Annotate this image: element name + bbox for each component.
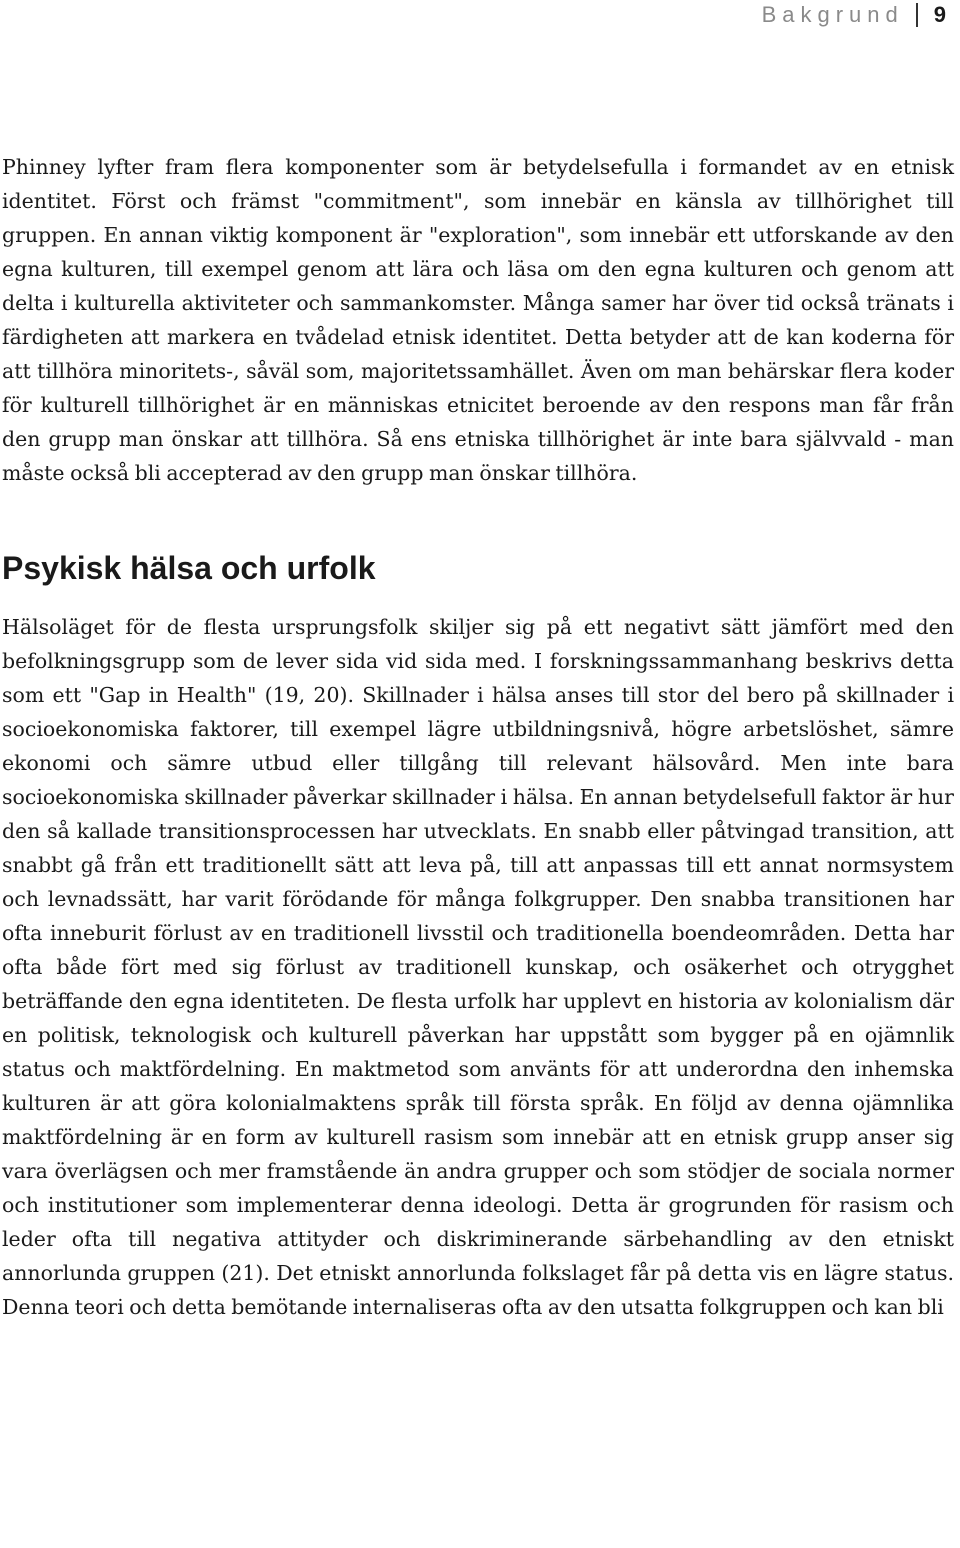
page-header (762, 0, 946, 30)
header-divider (916, 3, 918, 27)
page-number: 9 (933, 2, 946, 27)
page-content (2, 150, 954, 1324)
paragraph-identity: Phinney lyfter fram flera komponenter som är betydelsefulla i formandet av en etnisk identitet. Först och främst "commitment", som innebär en känsla av tillhörighet till gruppen. En annan viktig komponent är "exploration", som innebär ett utforskande av den egna kulturen, till exempel genom att lära och läsa om den egna kulturen och genom att delta i kulturella aktiviteter och sammankomster. Många samer har över tid också tränats i färdigheten att markera en tvådelad etnisk identitet. Detta betyder att de kan koderna för att tillhöra minoritets-, såväl som, majoritetssamhället. Även om man behärskar flera koder för kulturell tillhörighet är en människas etnicitet beroende av den respons man får från den grupp man önskar att tillhöra. Så ens etniska tillhörighet är inte bara självvald - man måste också bli accepterad av den grupp man önskar tillhöra. (2, 155, 954, 485)
header-section-label: Bakgrund (761, 2, 904, 27)
section-heading: Psykisk hälsa och urfolk (2, 550, 376, 586)
paragraph-health: Hälsoläget för de flesta ursprungsfolk skiljer sig på ett negativt sätt jämfört med den befolkningsgrupp som de lever sida vid sida med. I forskningssammanhang beskrivs detta som ett "Gap in Health" (19, 20). Skillnader i hälsa anses till stor del bero på skillnader i socioekonomiska faktorer, till exempel lägre utbildningsnivå, högre arbetslöshet, sämre ekonomi och sämre utbud eller tillgång till relevant hälsovård. Men inte bara socioekonomiska skillnader påverkar skillnader i hälsa. En annan betydelsefull faktor är hur den så kallade transitionsprocessen har utvecklats. En snabb eller påtvingad transition, att snabbt gå från ett traditionellt sätt att leva på, till att anpassas till ett annat normsystem och levnadssätt, har varit förödande för många folkgrupper. Den snabba transitionen har ofta inneburit förlust av en traditionell livsstil och traditionella boendeområden. Detta har ofta både fört med sig förlust av traditionell kunskap, och osäkerhet och otrygghet beträffande den egna identiteten. De flesta urfolk har upplevt en historia av kolonialism där en politisk, teknologisk och kulturell påverkan har uppstått som bygger på en ojämnlik status och maktfördelning. En maktmetod som använts för att underordna den inhemska kulturen är att göra kolonialmaktens språk till första språk. En följd av denna ojämnlika maktfördelning är en form av kulturell rasism som innebär att en etnisk grupp anser sig vara överlägsen och mer framstående än andra grupper och som stödjer de sociala normer och institutioner som implementerar denna ideologi. Detta är grogrunden för rasism och leder ofta till negativa attityder och diskriminerande särbehandling av den etniskt annorlunda gruppen (21). Det etniskt annorlunda folkslaget får på detta vis en lägre status. Denna teori och detta bemötande internaliseras ofta av den utsatta folkgruppen och kan bli (2, 615, 954, 1319)
